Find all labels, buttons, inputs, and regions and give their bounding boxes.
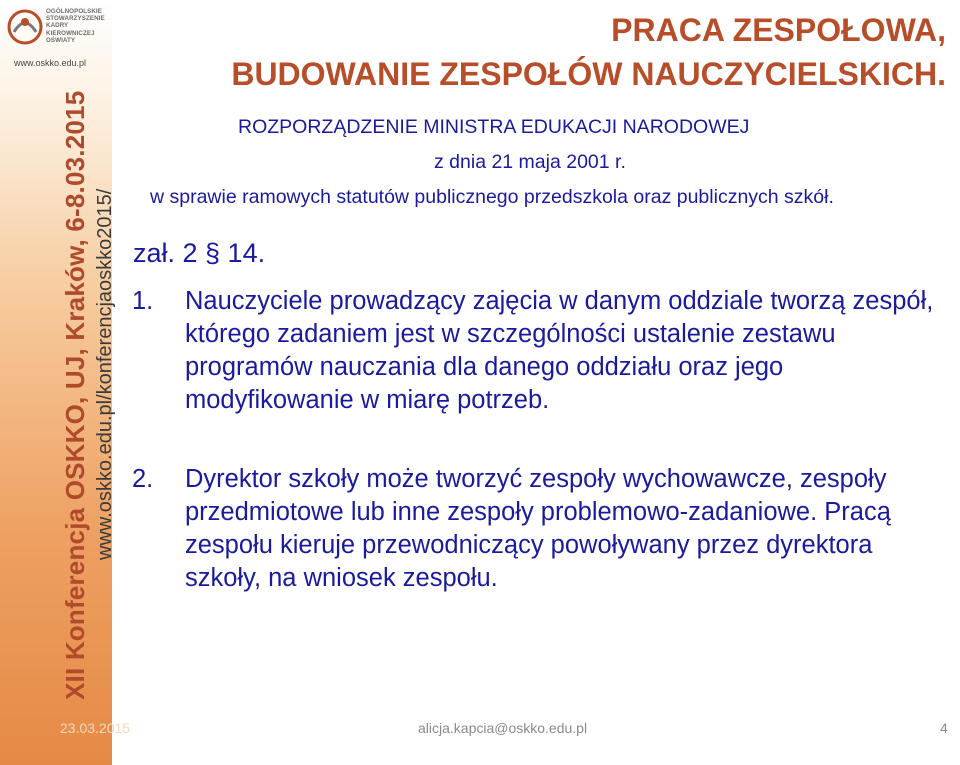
logo-text [46, 8, 112, 44]
logo-line: OŚWIATY [46, 36, 76, 44]
decree-subject: w sprawie ramowych statutów publicznego przedszkola oraz publicznych szkół. [150, 186, 834, 208]
oskko-logo [4, 6, 112, 58]
logo-line: OGÓLNOPOLSKIE [46, 8, 102, 15]
list-item [132, 463, 952, 595]
page-number: 4 [940, 720, 948, 736]
logo-line: KADRY [46, 22, 69, 30]
decree-title: ROZPORZĄDZENIE MINISTRA EDUKACJI NARODOWEJ [238, 116, 750, 138]
title-line-1: PRACA ZESPOŁOWA, [611, 12, 946, 48]
list-item [132, 285, 952, 417]
legal-reference: zał. 2 § 14. [133, 238, 266, 268]
logo-url: www.oskko.edu.pl [14, 58, 87, 68]
list-item-number: 1. [132, 287, 154, 315]
slide-title [231, 8, 946, 96]
logo-emblem-icon [6, 8, 44, 46]
decree-heading [130, 110, 950, 215]
footer-date: 23.03.2015 [60, 720, 131, 736]
footer-email: alicja.kapcia@oskko.edu.pl [418, 720, 588, 736]
conference-vertical-url: www.oskko.edu.pl/konferencjaoskko2015/ [94, 188, 116, 560]
list-item-text: Dyrektor szkoły może tworzyć zespoły wychowawcze, zespoły przedmiotowe lub inne zespoły problemowo-zadaniowe. Pracą zespołu kieruje przewodniczący powoływany przez dyrektora szkoły, na wniosek zespołu. [185, 465, 891, 592]
logo-line: KIEROWNICZEJ [46, 29, 95, 37]
title-line-2: BUDOWANIE ZESPOŁÓW NAUCZYCIELSKICH. [231, 56, 946, 92]
logo-line: STOWARZYSZENIE [46, 15, 105, 23]
slide-footer [0, 718, 960, 742]
decree-date: z dnia 21 maja 2001 r. [434, 151, 626, 173]
list-item-number: 2. [132, 465, 154, 493]
sidebar-banner [0, 0, 116, 765]
list-item-text: Nauczyciele prowadzący zajęcia w danym oddziale tworzą zespół, którego zadaniem jest w szczególności ustalenie zestawu programów nauczania dla danego oddziału oraz jego modyfikowanie w miarę potrzeb. [185, 287, 934, 414]
conference-vertical-title: XII Konferencja OSKKO, UJ, Kraków, 6-8.03.2015 [60, 90, 90, 700]
